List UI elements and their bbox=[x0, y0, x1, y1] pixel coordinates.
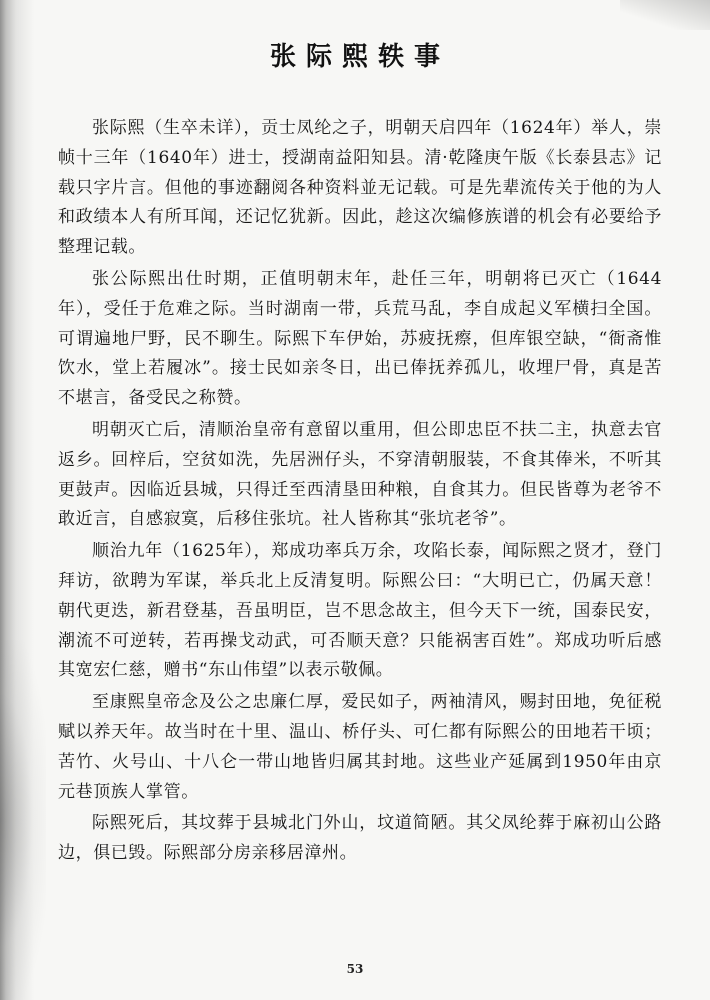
page-title: 张际熙轶事 bbox=[269, 42, 450, 72]
paragraph-4: 顺治九年（1625年），郑成功率兵万余，攻陷长泰，闻际熙之贤才，登门拜访，欲聘为军谋，举兵北上反清复明。际熙公曰：“大明已亡，仍属天意！朝代更迭，新君登基，吾虽明臣，岂不思念故主，但今天下一统，国泰民安，潮流不可逆转，若再操戈动武，可否顺天意？只能祸害百姓”。郑成功听后感其宽宏仁慈，赠书“东山伟望”以表示敬佩。 bbox=[58, 541, 662, 681]
scan-shadow-top bbox=[620, 0, 710, 30]
paragraph-5: 至康熙皇帝念及公之忠廉仁厚，爱民如子，两袖清风，赐封田地，免征税赋以养天年。故当时在十里、温山、桥仔头、可仁都有际熙公的田地若干顷；苦竹、火号山、十八仑一带山地皆归属其封地。这些业产延属到1950年由京元巷顶族人掌管。 bbox=[58, 692, 662, 802]
paragraph-1: 张际熙（生卒未详），贡士凤纶之子，明朝天启四年（1624年）举人，崇帧十三年（1640年）进士，授湖南益阳知县。清·乾隆庚午版《长泰县志》记载只字片言。但他的事迹翻阅各种资料並无记载。可是先辈流传关于他的为人和政绩本人有所耳闻，还记忆犹新。因此，趁这次编修族谱的机会有必要给予整理记载。 bbox=[58, 118, 662, 258]
paragraph-6: 际熙死后，其坟葬于县城北门外山，坟道简陋。其父凤纶葬于麻初山公路边，俱已毁。际熙部分房亲移居漳州。 bbox=[58, 813, 662, 864]
page-number: 53 bbox=[346, 962, 364, 976]
scan-shadow-bottom bbox=[0, 640, 46, 1000]
paragraph-3: 明朝灭亡后，清顺治皇帝有意留以重用，但公即忠臣不扶二主，执意去官返乡。回梓后，空贫如洗，先居洲仔头，不穿清朝服装，不食其俸米，不听其更鼓声。因临近县城，只得迁至西清垦田种粮，自食其力。但民皆尊为老爷不敢近言，自感寂寞，后移住张坑。社人皆称其“张坑老爷”。 bbox=[58, 419, 662, 530]
article-body bbox=[58, 114, 662, 871]
paragraph-2: 张公际熙出仕时期，正值明朝末年，赴任三年，明朝将已灭亡（1644年），受任于危难之际。当时湖南一带，兵荒马乱，李自成起义军横扫全国。可谓遍地尸野，民不聊生。际熙下车伊始，苏疲抚瘵，但库银空缺，“衙斋惟饮水，堂上若履冰”。接士民如亲冬日，出已俸抚养孤儿，收埋尸骨，真是苦不堪言，备受民之称赞。 bbox=[58, 268, 662, 409]
